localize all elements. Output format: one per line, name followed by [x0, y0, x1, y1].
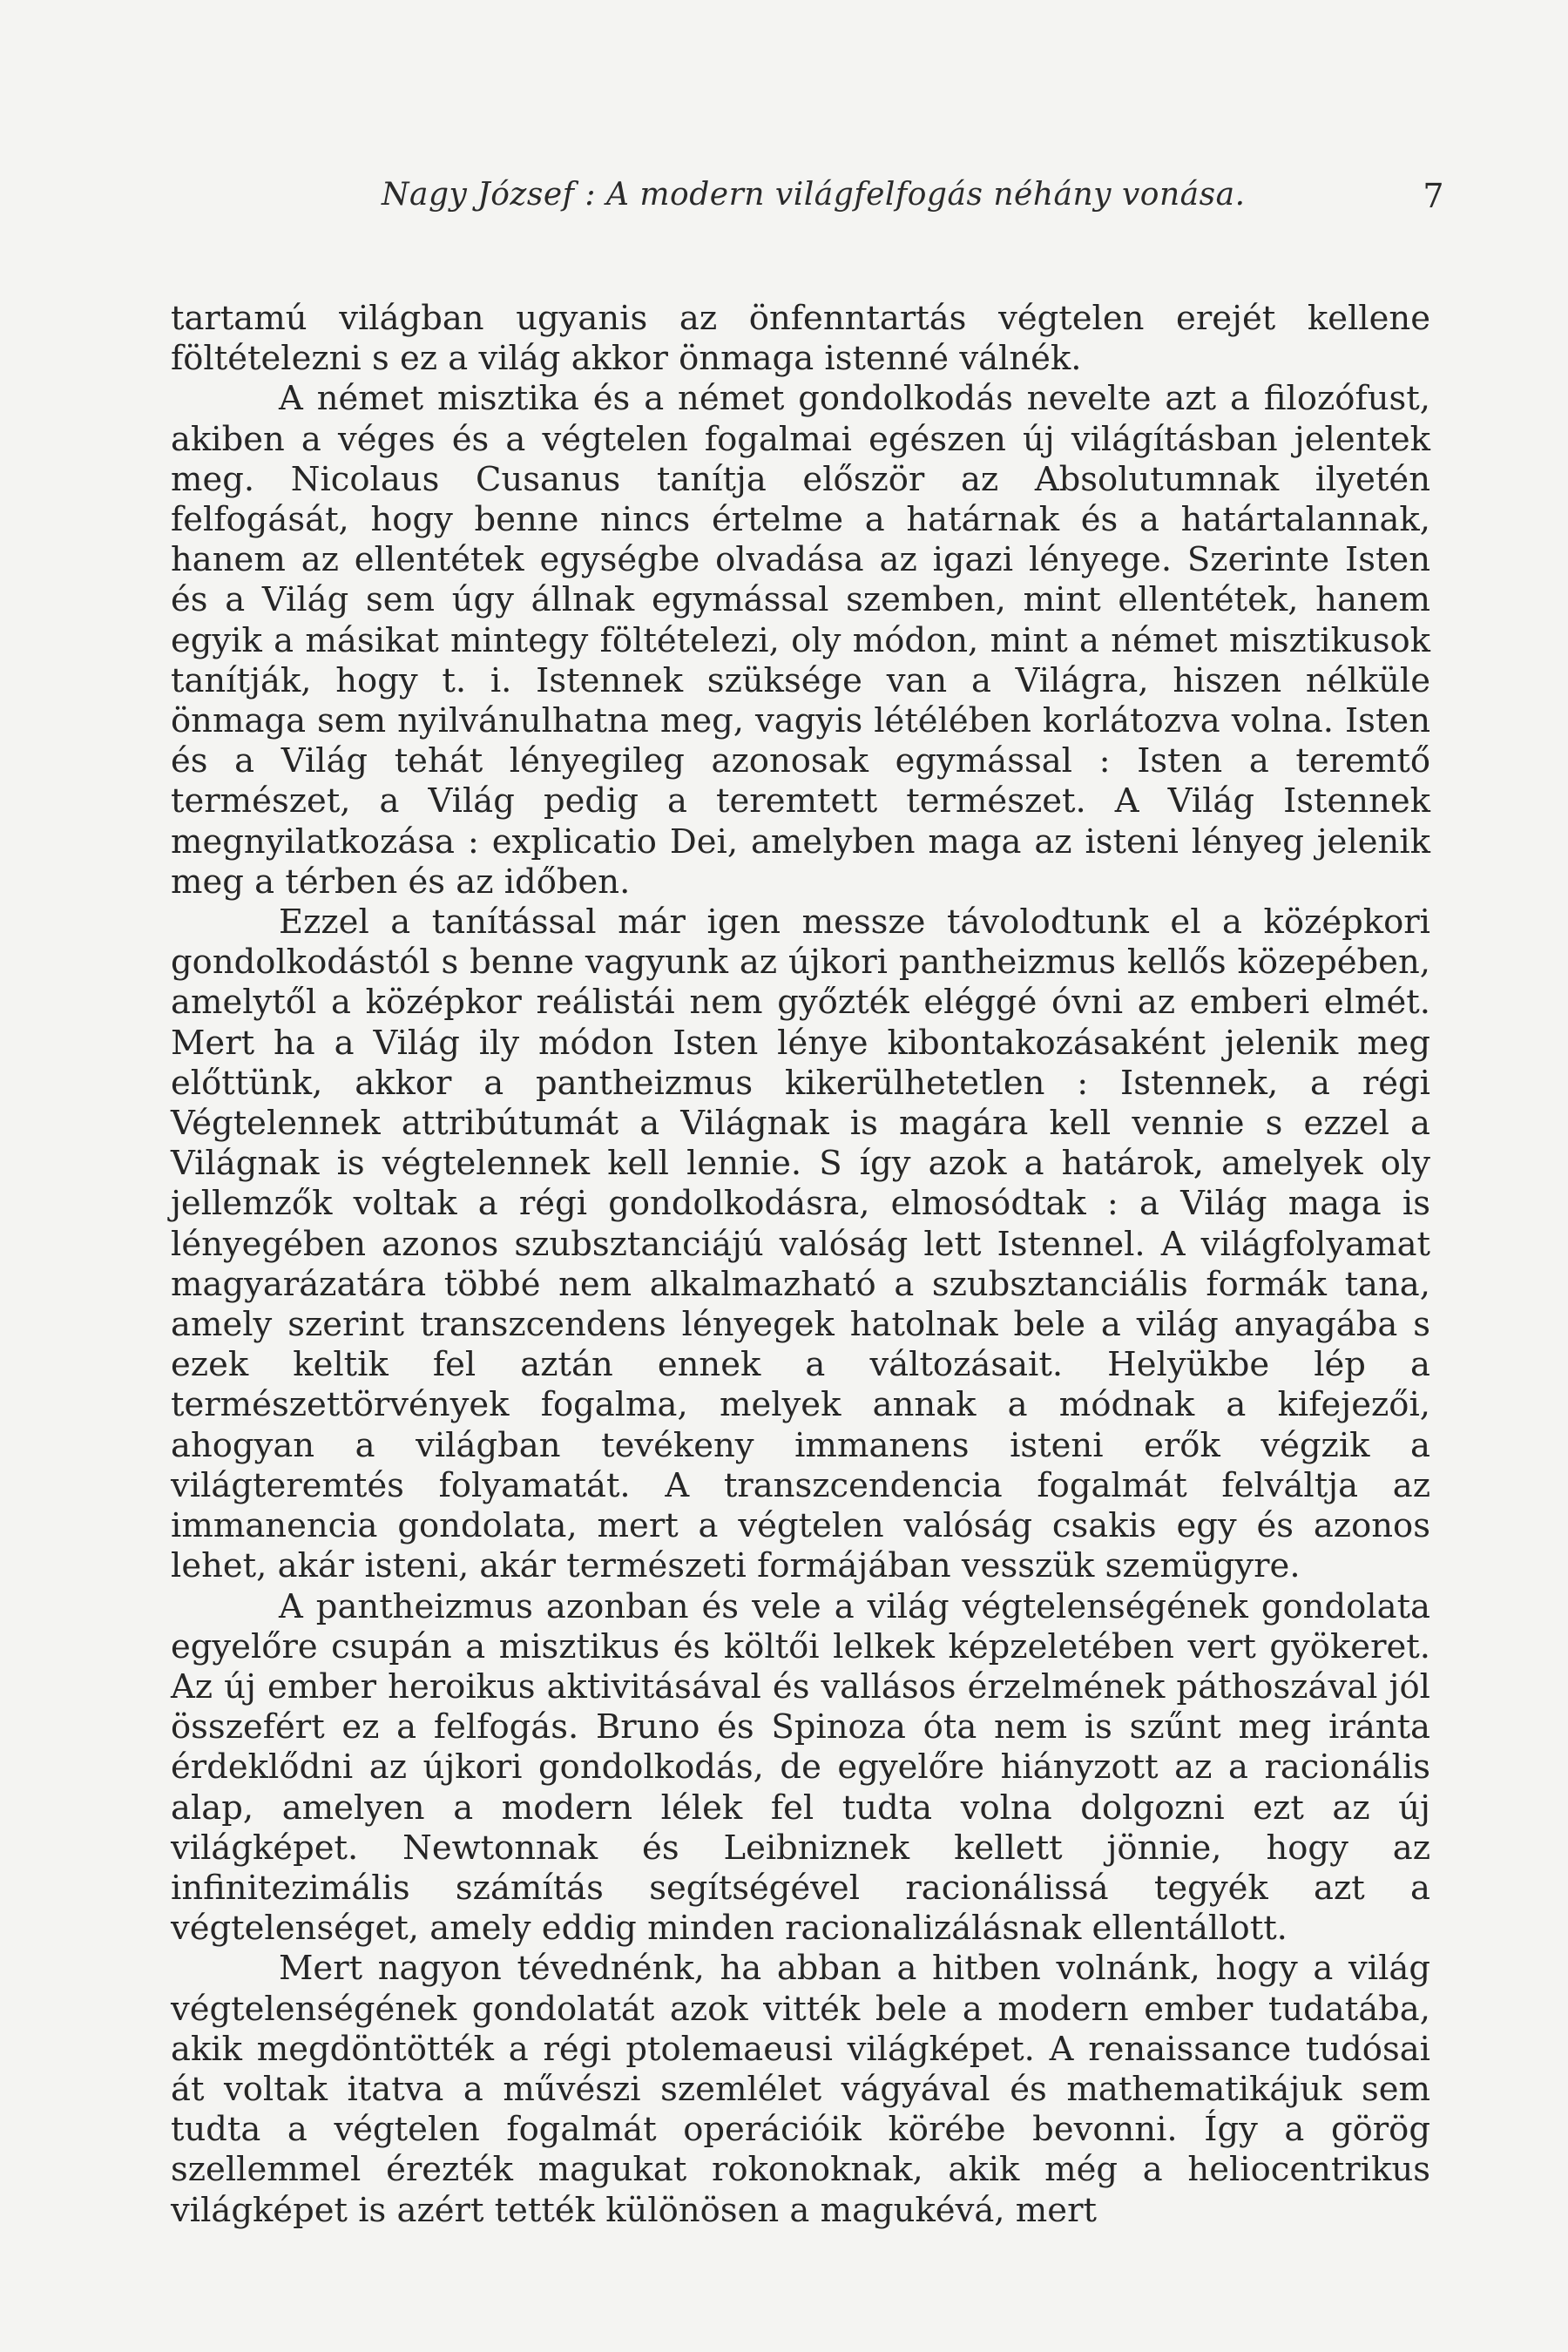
header-title: Nagy József : A modern világfelfogás néhány vonása.: [382, 177, 1246, 213]
running-header: [382, 177, 1444, 229]
paragraph: Ezzel a tanítással már igen messze távolodtunk el a középkori gondolkodástól s benne vagyunk az újkori pantheizmus kellős közepében, amelytől a középkor reálistái nem győzték eléggé óvni az emberi elmét. Mert ha a Világ ily módon Isten lénye kibontakozásaként jelenik meg előttünk, akkor a pantheizmus kikerülhetetlen : Istennek, a régi Végtelennek attribútumát a Világnak is magára kell vennie s ezzel a Világnak is végtelennek kell lennie. S így azok a határok, amelyek oly jellemzők voltak a régi gondolkodásra, elmosódtak : a Világ maga is lényegében azonos szubsztanciájú valóság lett Istennel. A világfolyamat magyarázatára többé nem alkalmazható a szubsztanciális formák tana, amely szerint transzcendens lényegek hatolnak bele a világ anyagába s ezek keltik fel aztán ennek a változásait. Helyükbe lép a természettörvények fogalma, melyek annak a módnak a kifejezői, ahogyan a világban tevékeny immanens isteni erők végzik a világteremtés folyamatát. A transzcendencia fogalmát felváltja az immanencia gondolata, mert a végtelen valóság csakis egy és azonos lehet, akár isteni, akár természeti formájában vesszük szemügyre.: [171, 902, 1430, 1586]
page-number: 7: [1423, 177, 1444, 215]
paragraph: A német misztika és a német gondolkodás nevelte azt a filozófust, akiben a véges és a végtelen fogalmai egészen új világításban jelentek meg. Nicolaus Cusanus tanítja először az Absolutumnak ilyetén felfogását, hogy benne nincs értelme a határnak és a határtalannak, hanem az ellentétek egységbe olvadása az igazi lényege. Szerinte Isten és a Világ sem úgy állnak egymással szemben, mint ellentétek, hanem egyik a másikat mintegy föltételezi, oly módon, mint a német misztikusok tanítják, hogy t. i. Istennek szüksége van a Világra, hiszen nélküle önmaga sem nyilvánulhatna meg, vagyis létélében korlátozva volna. Isten és a Világ tehát lényegileg azonosak egymással : Isten a teremtő természet, a Világ pedig a teremtett természet. A Világ Istennek megnyilatkozása : explicatio Dei, amelyben maga az isteni lényeg jelenik meg a térben és az időben.: [171, 379, 1430, 902]
paragraph: Mert nagyon tévednénk, ha abban a hitben volnánk, hogy a világ végtelenségének gondolatát azok vitték bele a modern ember tudatába, akik megdöntötték a régi ptolemaeusi világképet. A renaissance tudósai át voltak itatva a művészi szemlélet vágyával és mathematikájuk sem tudta a végtelen fogalmát operációik körébe bevonni. Így a görög szellemmel érezték magukat rokonoknak, akik még a heliocentrikus világképet is azért tették különösen a magukévá, mert: [171, 1949, 1430, 2230]
paragraph: tartamú világban ugyanis az önfenntartás végtelen erejét kellene föltételezni s ez a világ akkor önmaga istenné válnék.: [171, 299, 1430, 379]
body-text: [171, 299, 1430, 2231]
paragraph: A pantheizmus azonban és vele a világ végtelenségének gondolata egyelőre csupán a misztikus és költői lelkek képzeletében vert gyökeret. Az új ember heroikus aktivitásával és vallásos érzelmének páthoszával jól összefért ez a felfogás. Bruno és Spinoza óta nem is szűnt meg iránta érdeklődni az újkori gondolkodás, de egyelőre hiányzott az a racionális alap, amelyen a modern lélek fel tudta volna dolgozni ezt az új világképet. Newtonnak és Leibniznek kellett jönnie, hogy az infinitezimális számítás segítségével racionálissá tegyék azt a végtelenséget, amely eddig minden racionalizálásnak ellentállott.: [171, 1586, 1430, 1949]
